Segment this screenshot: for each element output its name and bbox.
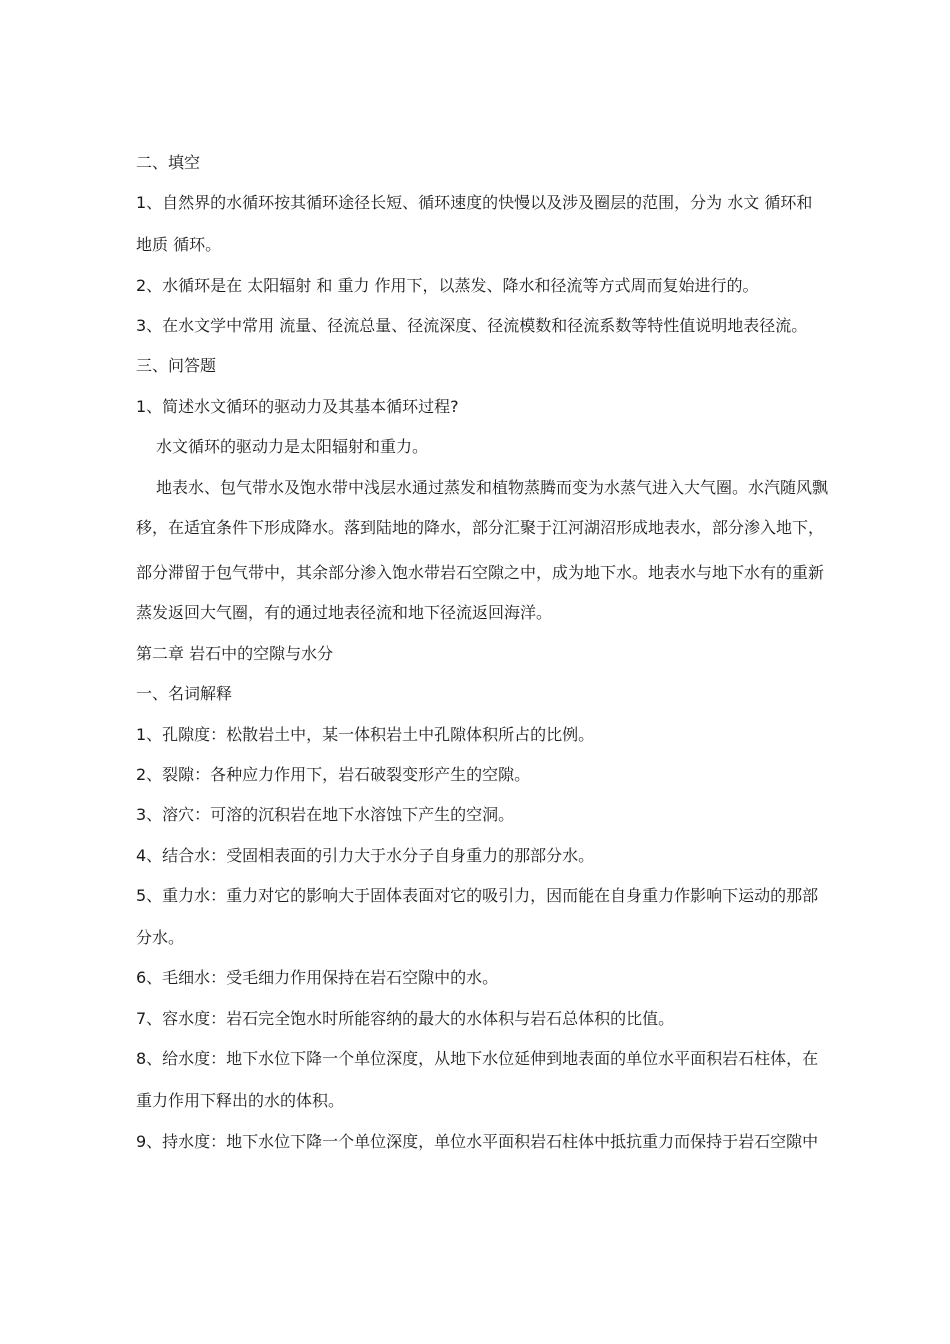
definition-line: 2、裂隙：各种应力作用下，岩石破裂变形产生的空隙。 xyxy=(136,765,531,784)
definition-line: 3、溶穴：可溶的沉积岩在地下水溶蚀下产生的空洞。 xyxy=(136,805,515,824)
heading-definitions: 一、名词解释 xyxy=(136,684,233,703)
chapter-title: 第二章 岩石中的空隙与水分 xyxy=(136,644,334,663)
definition-line: 5、重力水：重力对它的影响大于固体表面对它的吸引力，因而能在自身重力作影响下运动的那部 xyxy=(136,886,819,905)
definition-line: 4、结合水：受固相表面的引力大于水分子自身重力的那部分水。 xyxy=(136,846,595,865)
paragraph-line: 3、在水文学中常用 流量、径流总量、径流深度、径流模数和径流系数等特性值说明地表径流。 xyxy=(136,316,808,335)
definition-line: 6、毛细水：受毛细力作用保持在岩石空隙中的水。 xyxy=(136,968,499,987)
definition-line: 分水。 xyxy=(136,928,185,947)
definition-line: 重力作用下释出的水的体积。 xyxy=(136,1091,345,1110)
definition-line: 8、给水度：地下水位下降一个单位深度，从地下水位延伸到地表面的单位水平面积岩石柱体，在 xyxy=(136,1049,819,1068)
answer-line: 移，在适宜条件下形成降水。落到陆地的降水，部分汇聚于江河湖沼形成地表水，部分渗入地下， xyxy=(136,518,825,537)
answer-line: 蒸发返回大气圈，有的通过地表径流和地下径流返回海洋。 xyxy=(136,603,553,622)
definition-line: 7、容水度：岩石完全饱水时所能容纳的最大的水体积与岩石总体积的比值。 xyxy=(136,1009,675,1028)
paragraph-line: 地质 循环。 xyxy=(136,235,222,254)
definition-line: 9、持水度：地下水位下降一个单位深度，单位水平面积岩石柱体中抵抗重力而保持于岩石空隙中 xyxy=(136,1132,819,1151)
paragraph-line: 1、自然界的水循环按其循环途径长短、循环速度的快慢以及涉及圈层的范围，分为 水文 循环和 xyxy=(136,193,813,212)
answer-line: 地表水、包气带水及饱水带中浅层水通过蒸发和植物蒸腾而变为水蒸气进入大气圈。水汽随风飘 xyxy=(156,478,829,497)
answer-line: 部分滞留于包气带中，其余部分渗入饱水带岩石空隙之中，成为地下水。地表水与地下水有的重新 xyxy=(136,563,825,582)
question-line: 1、简述水文循环的驱动力及其基本循环过程? xyxy=(136,397,459,416)
paragraph-line: 2、水循环是在 太阳辐射 和 重力 作用下，以蒸发、降水和径流等方式周而复始进行的。 xyxy=(136,276,759,295)
heading-fill-in-blank: 二、填空 xyxy=(136,153,201,172)
answer-line: 水文循环的驱动力是太阳辐射和重力。 xyxy=(156,437,429,456)
heading-questions: 三、问答题 xyxy=(136,356,217,375)
definition-line: 1、孔隙度：松散岩土中，某一体积岩土中孔隙体积所占的比例。 xyxy=(136,725,595,744)
